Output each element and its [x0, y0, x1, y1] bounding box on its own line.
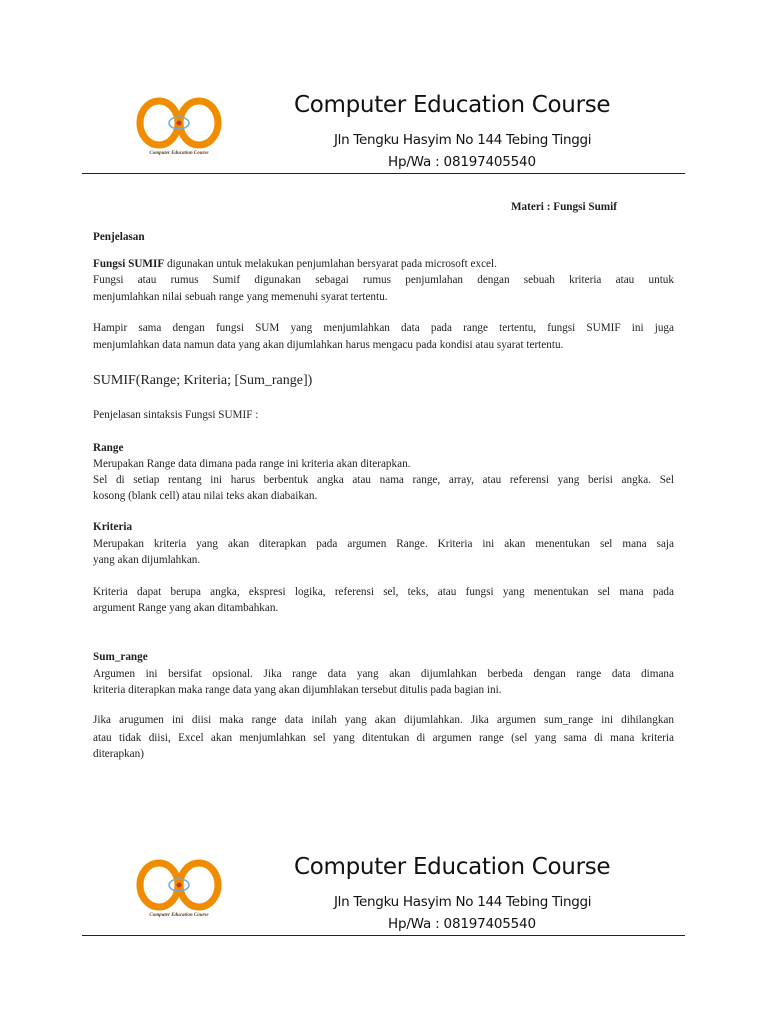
- range-line-1: Merupakan Range data dimana pada range ini kriteria akan diterapkan.: [93, 458, 411, 470]
- cec-logo-icon: [136, 96, 222, 150]
- letterhead-footer: [82, 846, 685, 936]
- logo-caption: Computer Education Course: [149, 913, 209, 918]
- sum-range-line-4: atau tidak diisi, Excel akan menjumlahkan sel yang ditentukan di argumen range (sel yang sama di mana kriteria: [93, 732, 674, 744]
- intro-line-3: menjumlahkan nilai sebuah range yang memenuhi syarat tertentu.: [93, 291, 388, 303]
- kriteria-heading: Kriteria: [93, 521, 133, 533]
- organization-phone: Hp/Wa : 08197405540: [388, 916, 536, 932]
- sum-range-line-2: kriteria diterapkan maka range data yang akan dijumhlakan tersebut ditulis pada bagian ini.: [93, 684, 502, 696]
- sum-range-line-1: Argumen ini bersifat opsional. Jika range data yang akan dijumlahkan berbeda dengan range data dimana: [93, 668, 674, 680]
- organization-address: Jln Tengku Hasyim No 144 Tebing Tinggi: [334, 894, 592, 910]
- sum-range-heading: Sum_range: [93, 651, 148, 663]
- intro-line-1: [93, 256, 497, 273]
- organization-address: Jln Tengku Hasyim No 144 Tebing Tinggi: [334, 132, 592, 148]
- intro-line-2: Fungsi atau rumus Sumif digunakan sebagai rumus penjumlahan dengan sebuah kriteria atau untuk: [93, 274, 674, 286]
- cec-logo-icon: [136, 858, 222, 912]
- letterhead-header: [82, 84, 685, 174]
- header-divider: [82, 173, 685, 174]
- logo: [136, 858, 222, 926]
- sum-range-line-3: Jika arugumen ini diisi maka range data inilah yang akan dijumlahkan. Jika argumen sum_range ini dihilangkan: [93, 714, 674, 726]
- organization-phone: Hp/Wa : 08197405540: [388, 154, 536, 170]
- logo: [136, 96, 222, 164]
- organization-name: Computer Education Course: [294, 92, 611, 118]
- range-heading: Range: [93, 442, 124, 454]
- section-heading-penjelasan: Penjelasan: [93, 231, 145, 243]
- range-line-3: kosong (blank cell) atau nilai teks akan diabaikan.: [93, 490, 318, 502]
- materi-title: Materi : Fungsi Sumif: [511, 201, 617, 213]
- sumif-syntax: SUMIF(Range; Kriteria; [Sum_range]): [93, 373, 313, 388]
- footer-divider: [82, 935, 685, 936]
- syntax-intro: Penjelasan sintaksis Fungsi SUMIF :: [93, 409, 259, 421]
- hampir-line-1: Hampir sama dengan fungsi SUM yang menjumlahkan data pada range tertentu, fungsi SUMIF ini juga: [93, 322, 674, 334]
- kriteria-line-1: Merupakan kriteria yang akan diterapkan pada argumen Range. Kriteria ini akan menentukan sel mana saja: [93, 538, 674, 550]
- intro-line-1-text: digunakan untuk melakukan penjumlahan bersyarat pada microsoft excel.: [164, 258, 497, 270]
- intro-term: Fungsi SUMIF: [93, 258, 165, 270]
- kriteria-line-3: Kriteria dapat berupa angka, ekspresi logika, referensi sel, teks, atau fungsi yang menentukan sel mana pada: [93, 586, 674, 598]
- hampir-line-2: menjumlahkan data namun data yang akan dijumlahkan harus mengacu pada kondisi atau syarat tertentu.: [93, 339, 564, 351]
- organization-name: Computer Education Course: [294, 854, 611, 880]
- kriteria-line-2: yang akan dijumlahkan.: [93, 554, 201, 566]
- kriteria-line-4: argument Range yang akan ditambahkan.: [93, 602, 279, 614]
- sum-range-line-5: diterapkan): [93, 748, 144, 760]
- logo-caption: Computer Education Course: [149, 151, 209, 156]
- range-line-2: Sel di setiap rentang ini harus berbentuk angka atau nama range, array, atau referensi yang berisi angka. Sel: [93, 474, 674, 486]
